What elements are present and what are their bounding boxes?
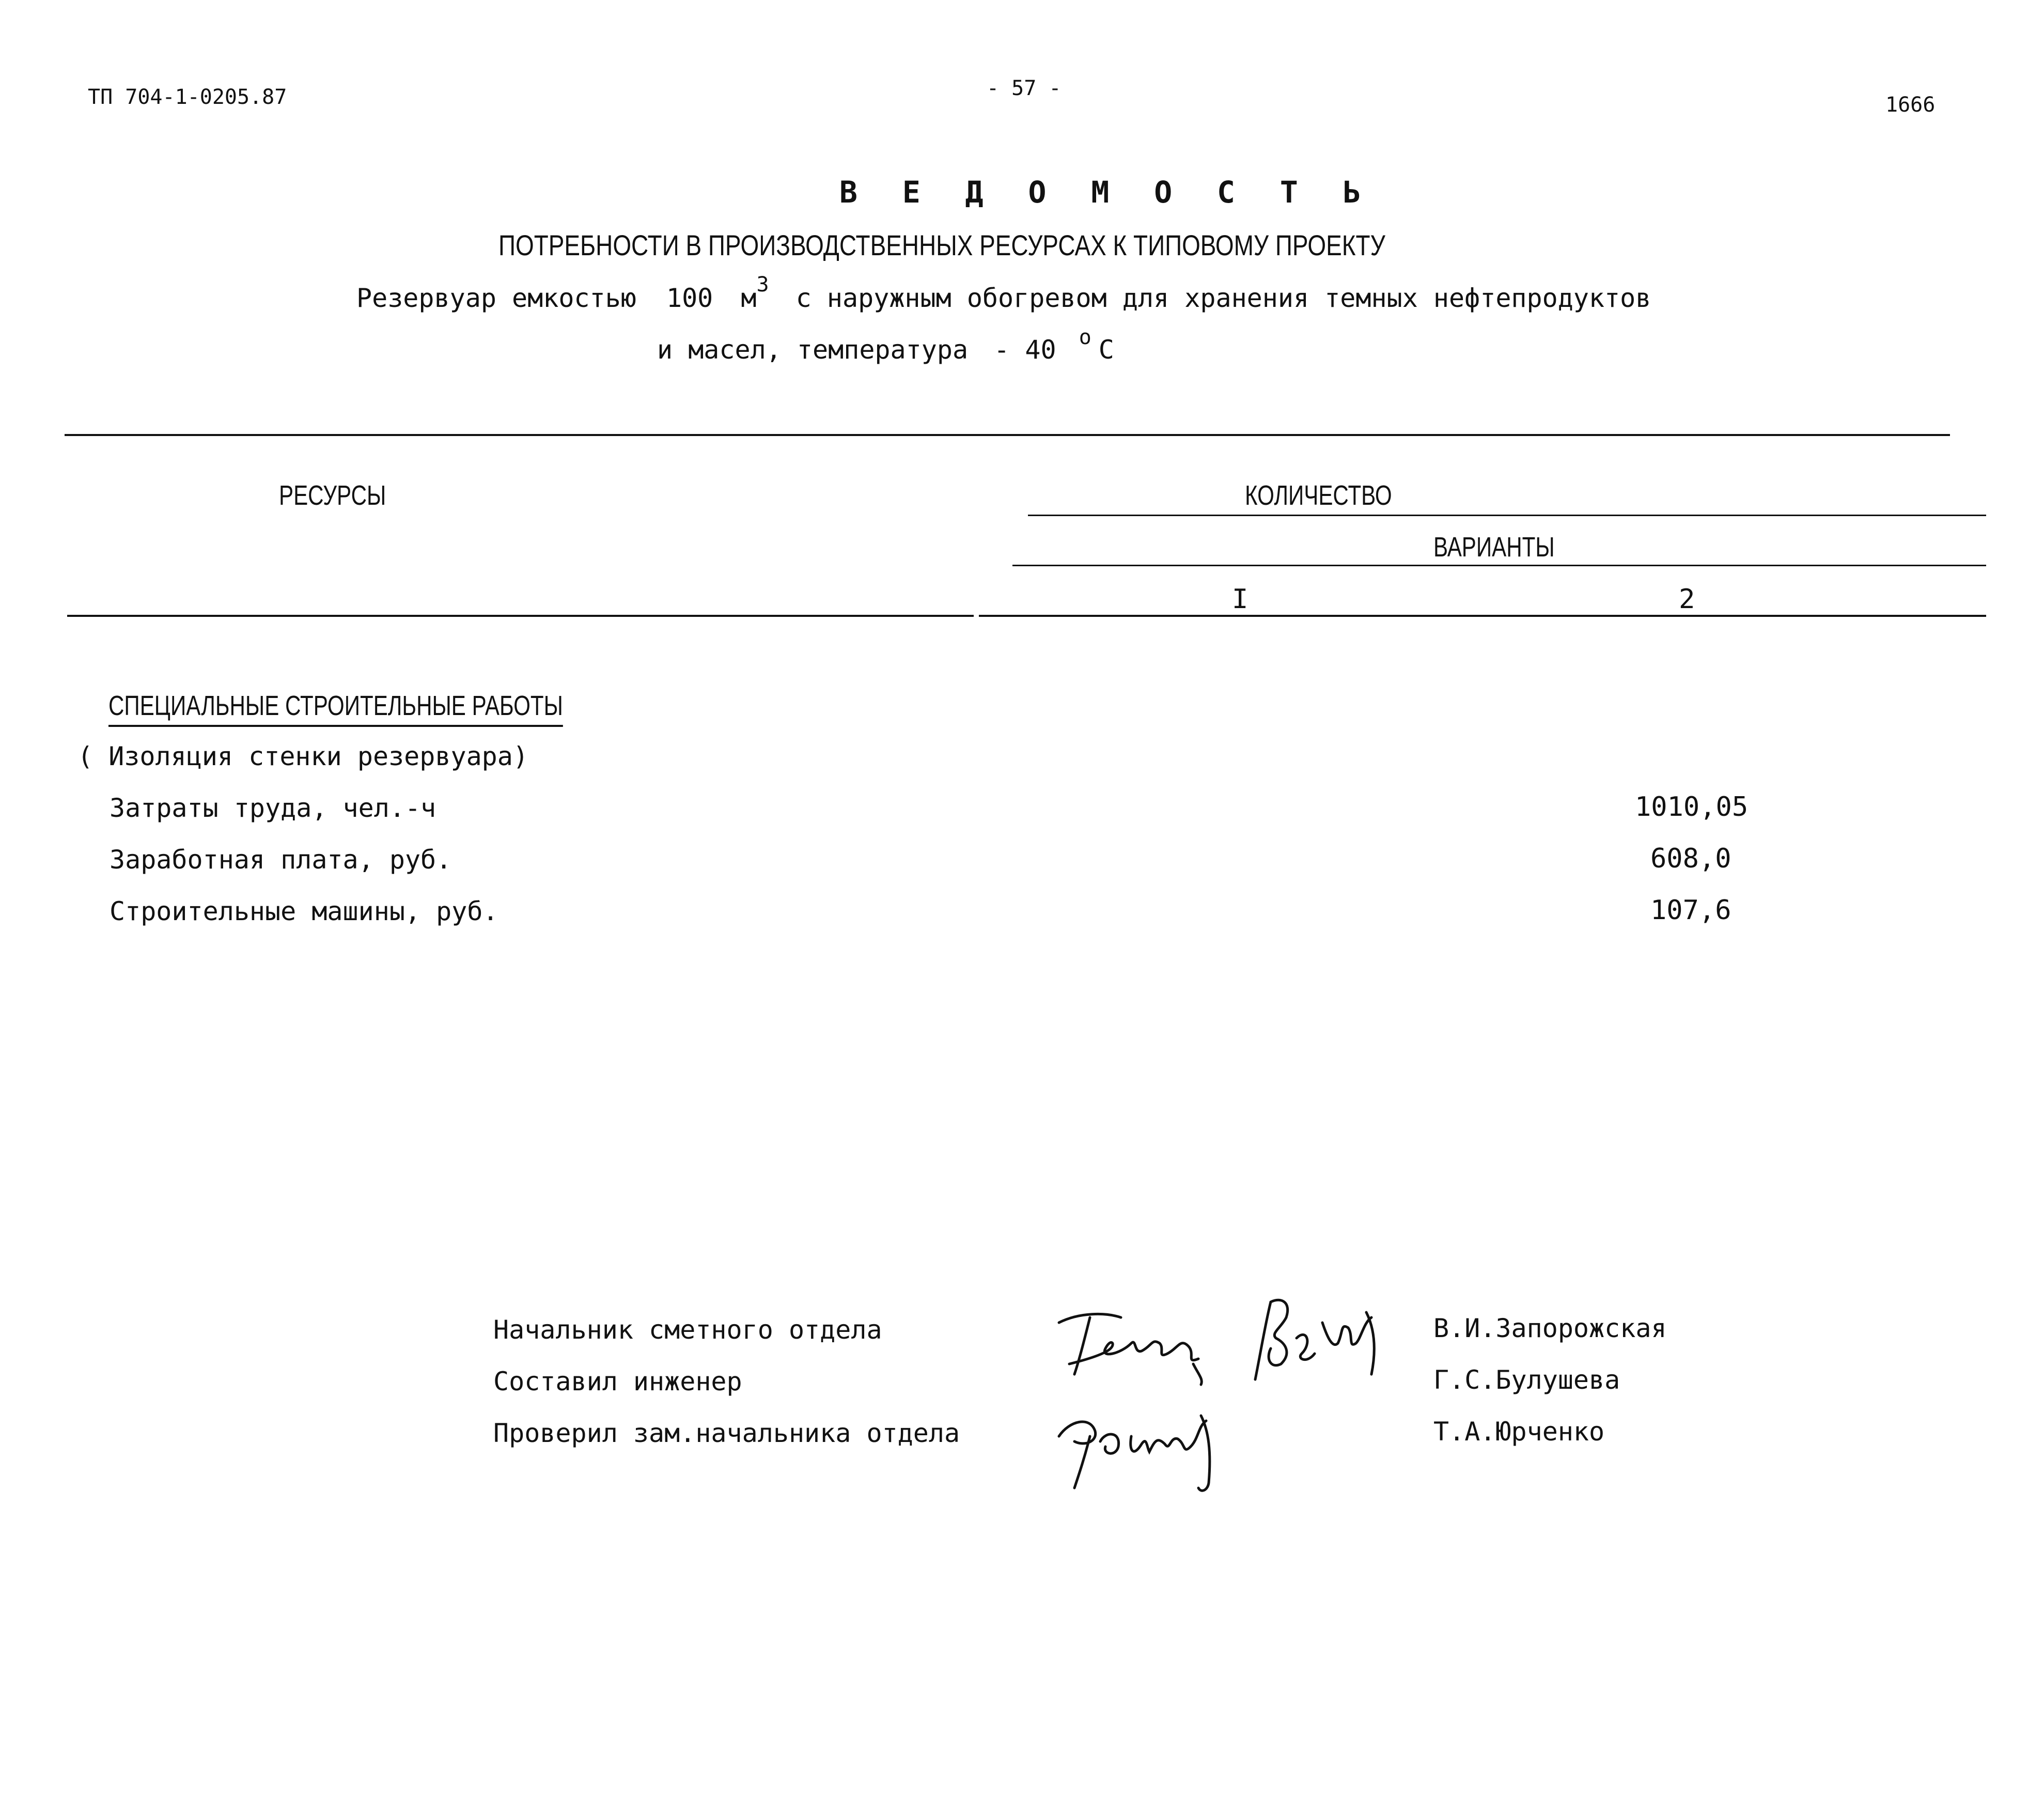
project-desc-text-c: и масел, температура xyxy=(657,335,969,365)
signature-role-3: Проверил зам.начальника отдела xyxy=(493,1418,960,1448)
variant-2-header: 2 xyxy=(1679,584,1695,615)
document-code: ТП 704-1-0205.87 xyxy=(88,85,287,109)
capacity-value: 100 xyxy=(666,283,713,313)
quantity-header-rule xyxy=(1028,515,1986,516)
signature-name-2: Г.С.Булушева xyxy=(1433,1365,1620,1395)
handwritten-signature-1 xyxy=(1049,1302,1214,1387)
signature-role-1: Начальник сметного отдела xyxy=(493,1315,882,1345)
capacity-unit-exponent: 3 xyxy=(756,273,769,297)
document-subtitle: ПОТРЕБНОСТИ В ПРОИЗВОДСТВЕННЫХ РЕСУРСАХ К ТИПОВОМУ ПРОЕКТУ xyxy=(498,229,1385,261)
column-header-resources: РЕСУРСЫ xyxy=(279,480,386,511)
handwritten-signature-2 xyxy=(1250,1292,1384,1397)
row-label-labor: Затраты труда, чел.-ч xyxy=(110,793,436,823)
signature-name-1: В.И.Запорожская xyxy=(1433,1313,1667,1343)
variant-1-header: I xyxy=(1232,584,1249,615)
variants-header-rule xyxy=(1012,565,1986,566)
row-label-machines: Строительные машины, руб. xyxy=(110,896,498,926)
page-number: - 57 - xyxy=(987,76,1062,100)
signature-role-2: Составил инженер xyxy=(493,1367,742,1396)
row-value-wages-v2: 608,0 xyxy=(1650,843,1731,874)
column-header-variants: ВАРИАНТЫ xyxy=(1433,532,1555,563)
temperature-value: - 40 xyxy=(994,335,1056,365)
capacity-unit: м xyxy=(741,283,757,313)
signature-name-3: Т.А.Юрченко xyxy=(1433,1417,1605,1447)
degree-symbol: о xyxy=(1079,325,1091,349)
project-description-line-1 xyxy=(356,273,1651,313)
table-top-rule xyxy=(65,434,1950,436)
table-header-bottom-rule-right xyxy=(979,615,1986,617)
document-title: В Е Д О М О С Т Ь xyxy=(839,175,1375,210)
project-desc-text-b: с наружным обогревом для хранения темных нефтепродуктов xyxy=(795,283,1651,313)
project-desc-text-a: Резервуар емкостью xyxy=(356,283,636,313)
temperature-unit: С xyxy=(1098,335,1114,365)
handwritten-signature-3 xyxy=(1043,1395,1229,1500)
sheet-number: 1666 xyxy=(1885,93,1936,117)
section-subtitle: ( Изоляция стенки резервуара) xyxy=(77,741,528,771)
row-label-wages: Заработная плата, руб. xyxy=(110,845,452,875)
project-description-line-2 xyxy=(657,325,1114,365)
column-header-quantity: КОЛИЧЕСТВО xyxy=(1245,480,1392,511)
row-value-labor-v2: 1010,05 xyxy=(1635,792,1749,823)
section-title: СПЕЦИАЛЬНЫЕ СТРОИТЕЛЬНЫЕ РАБОТЫ xyxy=(108,690,563,727)
table-header-bottom-rule-left xyxy=(67,615,974,617)
row-value-machines-v2: 107,6 xyxy=(1650,895,1731,926)
